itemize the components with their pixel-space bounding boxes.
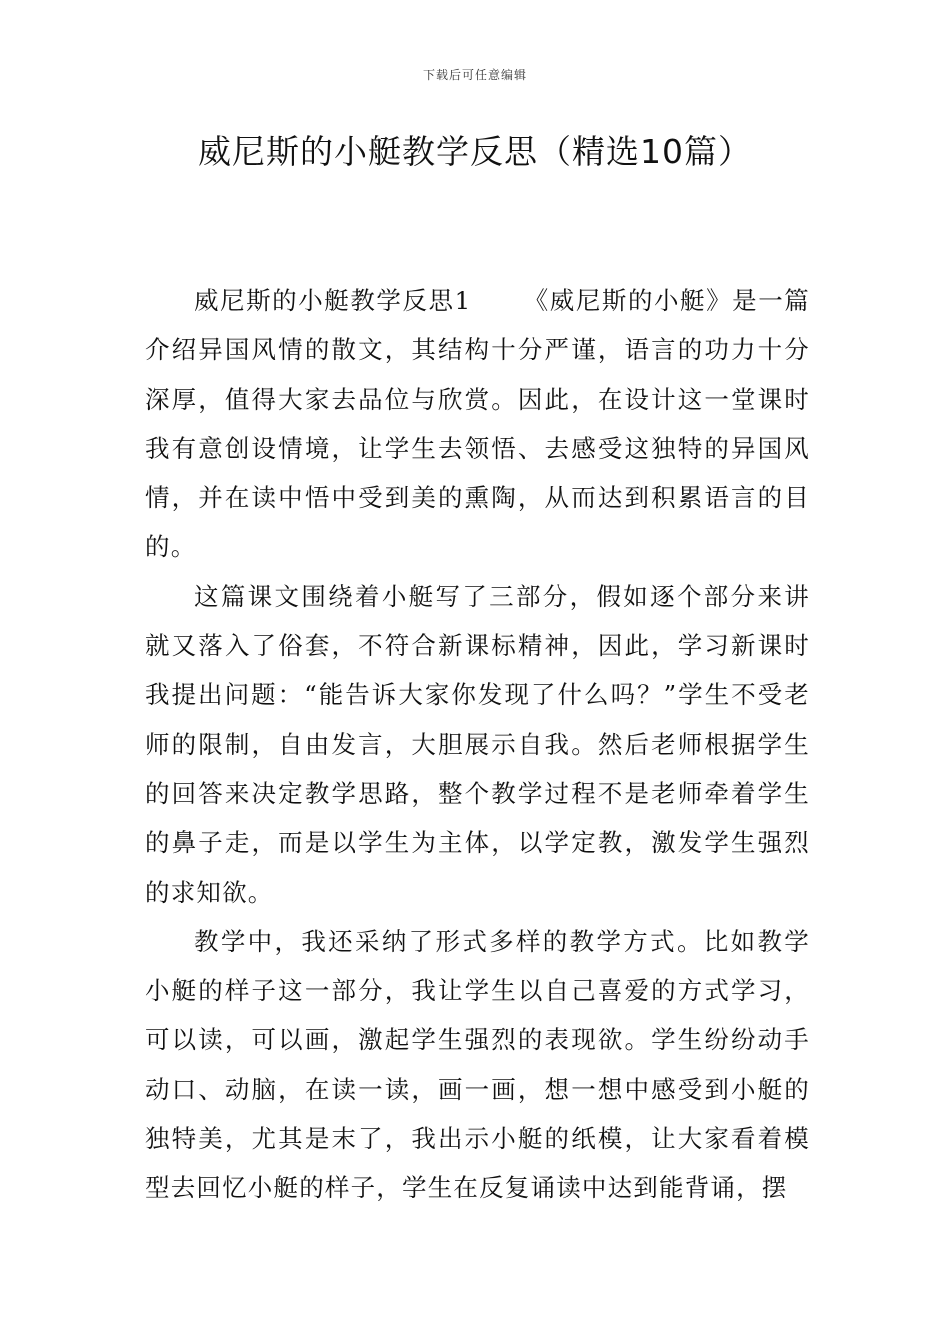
paragraph-2: 这篇课文围绕着小艇写了三部分，假如逐个部分来讲就又落入了俗套，不符合新课标精神，因此，学习新课时我提出问题：“能告诉大家你发现了什么吗？”学生不受老师的限制，自由发言，大胆展示自我。然后老师根据学生的回答来决定教学思路，整个教学过程不是老师牵着学生的鼻子走，而是以学生为主体，以学定教，激发学生强烈的求知欲。 — [145, 581, 810, 907]
document-title: 威尼斯的小艇教学反思（精选10篇） — [198, 132, 752, 171]
paragraph-1-text: 《威尼斯的小艇》是一篇介绍异国风情的散文，其结构十分严谨，语言的功力十分深厚，值得大家去品位与欣赏。因此，在设计这一堂课时我有意创设情境，让学生去领悟、去感受这独特的异国风情，并在读中悟中受到美的熏陶，从而达到积累语言的目的。 — [145, 286, 810, 562]
document-body — [145, 276, 810, 1213]
section-heading: 威尼斯的小艇教学反思1 — [194, 286, 472, 315]
paragraph-3: 教学中，我还采纳了形式多样的教学方式。比如教学小艇的样子这一部分，我让学生以自己喜爱的方式学习，可以读，可以画，激起学生强烈的表现欲。学生纷纷动手动口、动脑，在读一读，画一画，想一想中感受到小艇的独特美，尤其是末了，我出示小艇的纸模，让大家看着模型去回忆小艇的样子，学生在反复诵读中达到能背诵，摆 — [145, 926, 810, 1203]
header-note: 下载后可任意编辑 — [422, 68, 527, 82]
paragraph-1 — [145, 276, 810, 572]
